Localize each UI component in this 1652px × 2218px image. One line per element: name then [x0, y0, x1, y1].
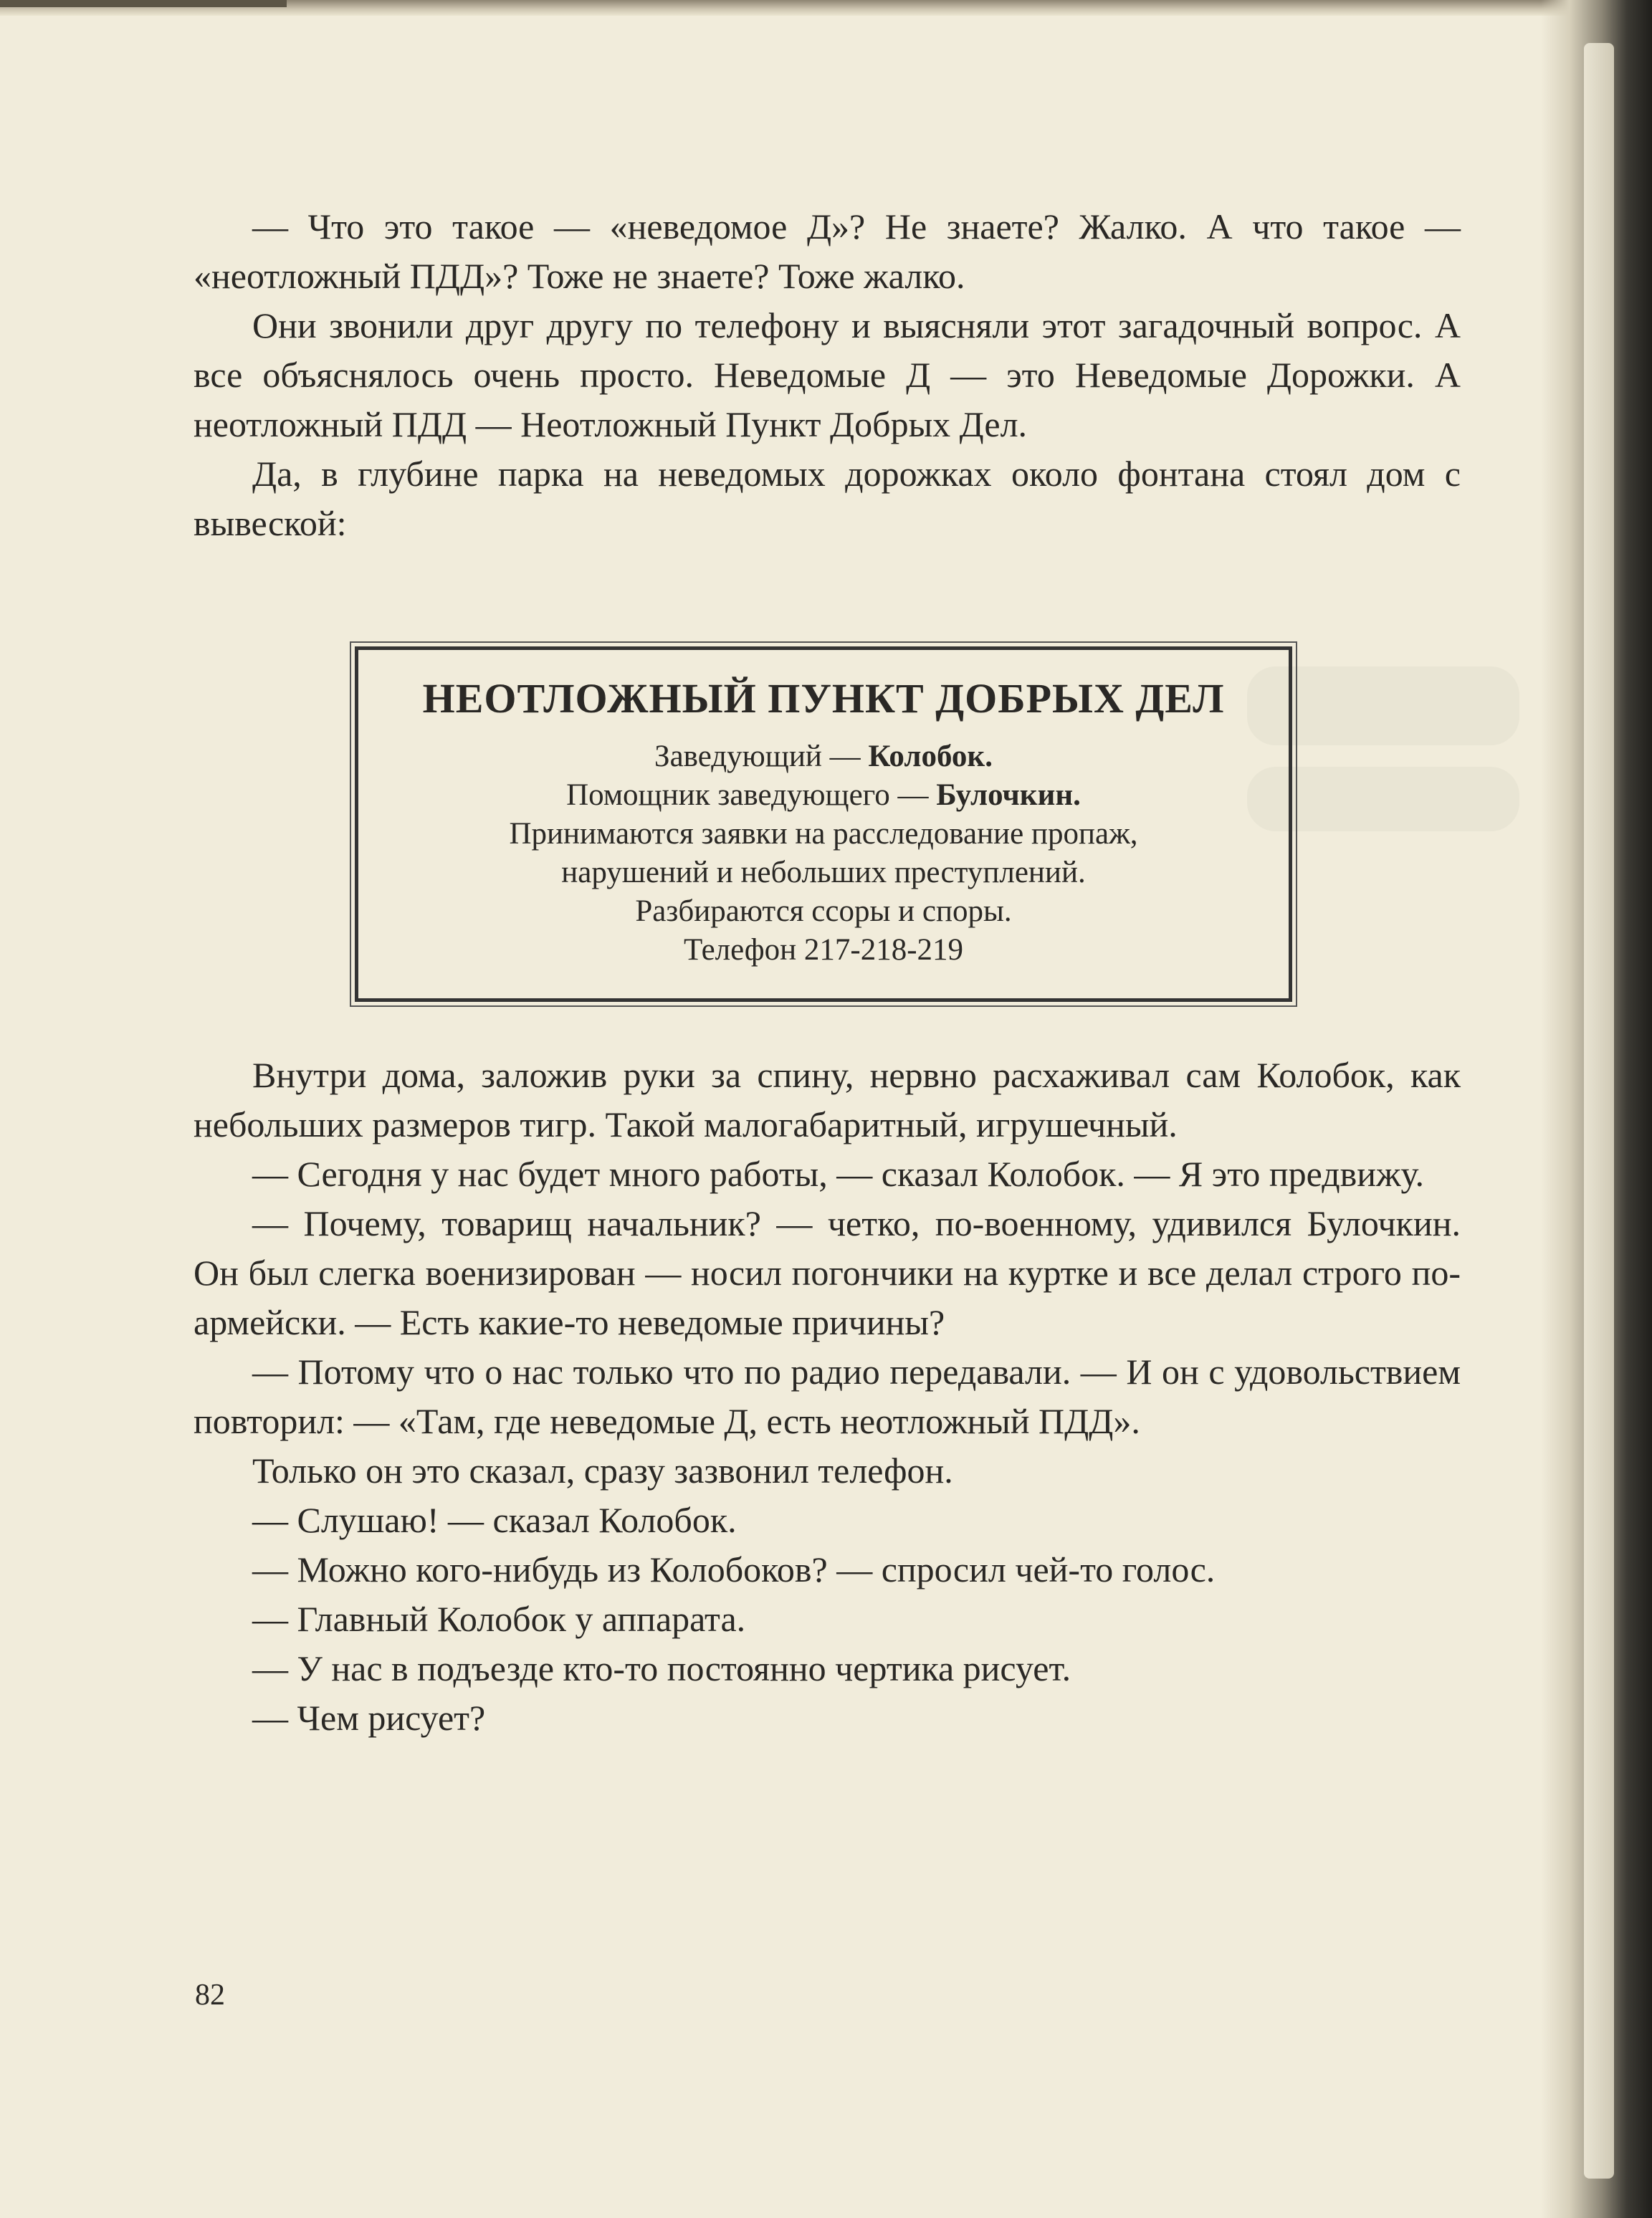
- signboard-disputes-line: Разбираются ссоры и споры.: [635, 894, 1012, 928]
- paragraph: Да, в глубине парка на неведомых дорожках около фонтана стоял дом с вывеской:: [194, 454, 1461, 543]
- next-page-edge: [1584, 43, 1614, 2179]
- upper-text: [194, 202, 1461, 548]
- paragraph: — У нас в подъезде кто-то постоянно чертика рисует.: [252, 1648, 1071, 1688]
- paragraph: — Почему, товарищ начальник? — четко, по-военному, удивился Булочкин. Он был слегка военизирован — носил погончики на куртке и все делал строго по-армейски. — Есть какие-то неведомые причины?: [194, 1203, 1461, 1342]
- paragraph: — Можно кого-нибудь из Колобоков? — спросил чей-то голос.: [252, 1549, 1216, 1590]
- signboard-title: НЕОТЛОЖНЫЙ ПУНКТ ДОБРЫХ ДЕЛ: [422, 675, 1225, 722]
- paragraph: Внутри дома, заложив руки за спину, нервно расхаживал сам Колобок, как небольших размеров тигр. Такой малогабаритный, игрушечный.: [194, 1055, 1461, 1144]
- paragraph: — Сегодня у нас будет много работы, — сказал Колобок. — Я это предвижу.: [252, 1154, 1425, 1194]
- page-number: 82: [195, 1979, 225, 2012]
- signboard-lines: [358, 737, 1289, 970]
- book-gutter: [1541, 0, 1652, 2218]
- paragraph: — Потому что о нас только что по радио передавали. — И он с удовольствием повторил: — «Там, где неведомые Д, есть неотложный ПДД».: [194, 1352, 1461, 1441]
- lower-text: [194, 1051, 1461, 1743]
- page-top-edge: [0, 0, 1652, 16]
- signboard-head-line: Заведующий — Колобок.: [654, 740, 993, 773]
- paragraph: Они звонили друг другу по телефону и выясняли этот загадочный вопрос. А все объяснялось очень просто. Неведомые Д — это Неведомые Дорожки. А неотложный ПДД — Неотложный Пункт Добрых Дел.: [194, 305, 1461, 444]
- paragraph: — Что это такое — «неведомое Д»? Не знаете? Жалко. А что такое — «неотложный ПДД»? Тоже не знаете? Тоже жалко.: [194, 206, 1461, 296]
- paragraph: — Чем рисует?: [252, 1698, 486, 1738]
- signboard-assistant-line: Помощник заведующего — Булочкин.: [566, 778, 1081, 812]
- signboard-requests-line: нарушений и небольших преступлений.: [561, 856, 1086, 889]
- paragraph: Только он это сказал, сразу зазвонил телефон.: [252, 1450, 953, 1491]
- signboard-requests-line: Принимаются заявки на расследование пропаж,: [509, 817, 1138, 851]
- signboard-phone-line: Телефон 217-218-219: [683, 933, 964, 967]
- paragraph: — Слушаю! — сказал Колобок.: [252, 1500, 737, 1540]
- paragraph: — Главный Колобок у аппарата.: [252, 1599, 746, 1639]
- signboard: [355, 646, 1292, 1002]
